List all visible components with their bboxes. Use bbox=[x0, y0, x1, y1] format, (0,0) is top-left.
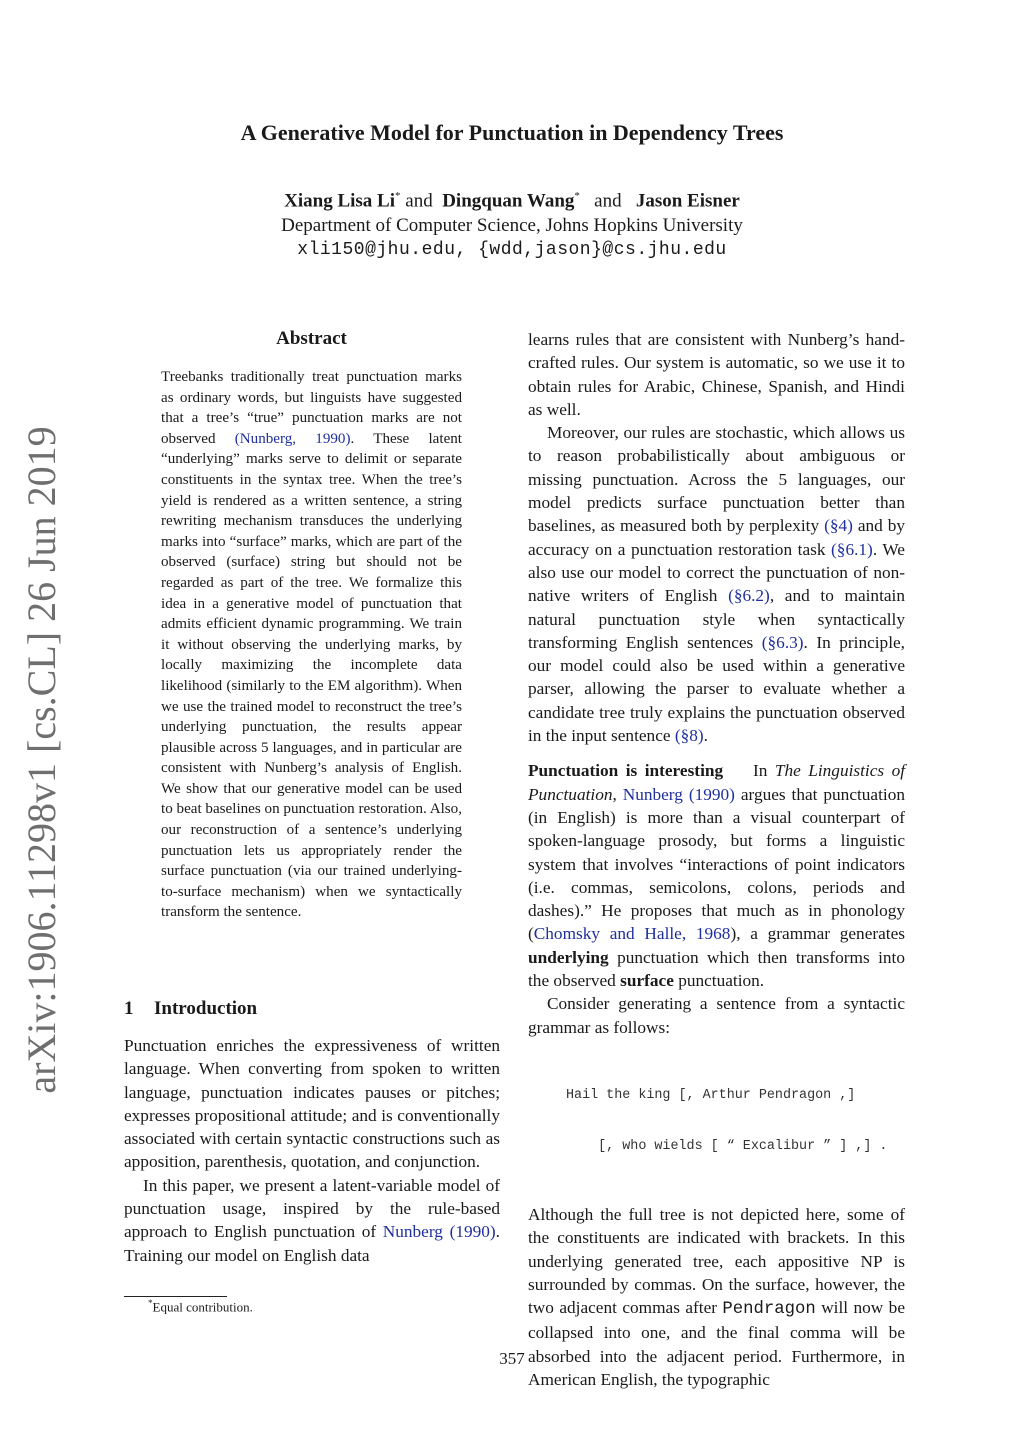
author-emails: xli150@jhu.edu, {wdd,jason}@cs.jhu.edu bbox=[297, 240, 727, 261]
section-ref-link[interactable]: (§6.1) bbox=[831, 539, 873, 559]
author-name: Xiang Lisa Li bbox=[284, 190, 396, 212]
intro-paragraph-1: Punctuation enriches the expressiveness of written language. When converting from spoken to written language, punctuation indicates pauses or pitches; expresses propositional attitude; and is conventionally associated with certain syntactic constructions such as apposition, parenthesis, quotation, and conjunction. bbox=[124, 1036, 500, 1172]
equal-contrib-mark: * bbox=[395, 190, 401, 202]
citation-link[interactable]: Nunberg (1990) bbox=[382, 1222, 496, 1242]
inline-code: Pendragon bbox=[722, 1300, 816, 1320]
footnote-divider bbox=[124, 1296, 227, 1297]
body-paragraph: learns rules that are consistent with Nunberg’s hand-crafted rules. Our system is automatic, so we use it to obtain rules for Arabic, Chinese, Spanish, and Hindi as well. bbox=[528, 330, 905, 419]
footnote-text: Equal contribution. bbox=[152, 1299, 253, 1315]
and-word: and bbox=[405, 190, 433, 212]
footnote-mark: * bbox=[148, 1298, 153, 1308]
section-number: 1 bbox=[124, 998, 134, 1019]
book-title: The Linguistics of Punctuation bbox=[528, 761, 906, 804]
code-line: Hail the king [, Arthur Pendragon ,] bbox=[566, 1087, 856, 1103]
and-word: and bbox=[594, 190, 622, 212]
citation-link[interactable]: Nunberg (1990) bbox=[622, 784, 735, 804]
paragraph-heading: Punctuation is interesting bbox=[528, 761, 724, 781]
example-code-block bbox=[528, 1053, 905, 1189]
abstract-body bbox=[161, 367, 462, 923]
citation-link[interactable]: (Nunberg, 1990) bbox=[234, 430, 351, 447]
paper-title: A Generative Model for Punctuation in Dependency Trees bbox=[240, 120, 784, 145]
left-column-body bbox=[124, 1034, 500, 1267]
author-names bbox=[0, 184, 1024, 213]
footnote bbox=[148, 1298, 253, 1315]
intro-paragraph-2: In this paper, we present a latent-variable model of punctuation usage, inspired by the rule-based approach to English punctuation of Nunberg (1990). Training our model on English data bbox=[124, 1175, 500, 1265]
body-paragraph: Consider generating a sentence from a syntactic grammar as follows: bbox=[528, 994, 905, 1037]
author-name: Jason Eisner bbox=[635, 190, 740, 212]
equal-contrib-mark: * bbox=[574, 190, 580, 202]
author-name: Dingquan Wang bbox=[442, 190, 575, 212]
page-number: 357 bbox=[499, 1349, 525, 1368]
section-title: Introduction bbox=[154, 998, 258, 1019]
section-ref-link[interactable]: (§4) bbox=[824, 516, 853, 536]
author-block bbox=[0, 184, 1024, 263]
affiliation: Department of Computer Science, Johns Hopkins University bbox=[281, 215, 743, 237]
body-paragraph: Punctuation is interesting In The Linguistics of Punctuation, Nunberg (1990) argues that punctuation (in English) is more than a visual counterpart of spoken-language prosody, but forms a linguistic system that involves “interactions of point indicators (i.e. commas, semicolons, colons, periods and dashes).” He proposes that much as in phonology (Chomsky and Halle, 1968), a grammar generates underlying punctuation which then transforms into the observed surface punctuation. bbox=[528, 761, 906, 991]
body-paragraph: Although the full tree is not depicted here, some of the constituents are indicated with brackets. In this underlying generated tree, each appositive NP is surrounded by commas. On the surface, however, the two adjacent commas after Pendragon will now be collapsed into one, and the final comma will be absorbed into the adjacent period. Furthermore, in American English, the typographic bbox=[528, 1204, 905, 1389]
body-paragraph: Moreover, our rules are stochastic, which allows us to reason probabilistically about ambiguous or missing punctuation. Across the 5 languages, our model predicts surface punctuation better than baselines, as measured both by perplexity (§4) and by accuracy on a punctuation restoration task (§6.1). We also use our model to correct the punctuation of non-native writers of English (§6.2), and to maintain natural punctuation style when syntactically transforming English sentences (§6.3). In principle, our model could also be used within a generative parser, allowing the parser to evaluate whether a candidate tree truly explains the punctuation observed in the input sentence (§8). bbox=[528, 423, 905, 746]
section-heading-introduction bbox=[124, 998, 257, 1020]
citation-link[interactable]: Chomsky and Halle, 1968 bbox=[533, 924, 731, 944]
arxiv-identifier: arXiv:1906.11298v1 [cs.CL] 26 Jun 2019 bbox=[19, 426, 64, 1094]
section-ref-link[interactable]: (§8) bbox=[674, 726, 704, 746]
section-ref-link[interactable]: (§6.2) bbox=[728, 586, 770, 606]
section-ref-link[interactable]: (§6.3) bbox=[761, 632, 804, 652]
abstract-heading: Abstract bbox=[276, 328, 347, 349]
right-column-body bbox=[528, 328, 905, 1391]
code-line: [, who wields [ “ Excalibur ” ] ,] . bbox=[566, 1138, 888, 1154]
abstract-paragraph: Treebanks traditionally treat punctuation marks as ordinary words, but linguists have suggested that a tree’s “true” punctuation marks are not observed (Nunberg, 1990). These latent “underlying” marks serve to delimit or separate constituents in the syntax tree. When the tree’s yield is rendered as a written sentence, a string rewriting mechanism transduces the underlying marks into “surface” marks, which are part of the observed (surface) string but should not be regarded as part of the tree. We formalize this idea in a generative model of punctuation that admits efficient dynamic programming. We train it without observing the underlying marks, by locally maximizing the incomplete data likelihood (similarly to the EM algorithm). When we use the trained model to reconstruct the tree’s underlying punctuation, the results appear plausible across 5 languages, and in particular are consistent with Nunberg’s analysis of English. We show that our generative model can be used to beat baselines on punctuation restoration. Also, our reconstruction of a sentence’s underlying punctuation lets us appropriately render the surface punctuation (via our trained underlying-to-surface mechanism) when we syntactically transform the sentence. bbox=[161, 369, 463, 921]
